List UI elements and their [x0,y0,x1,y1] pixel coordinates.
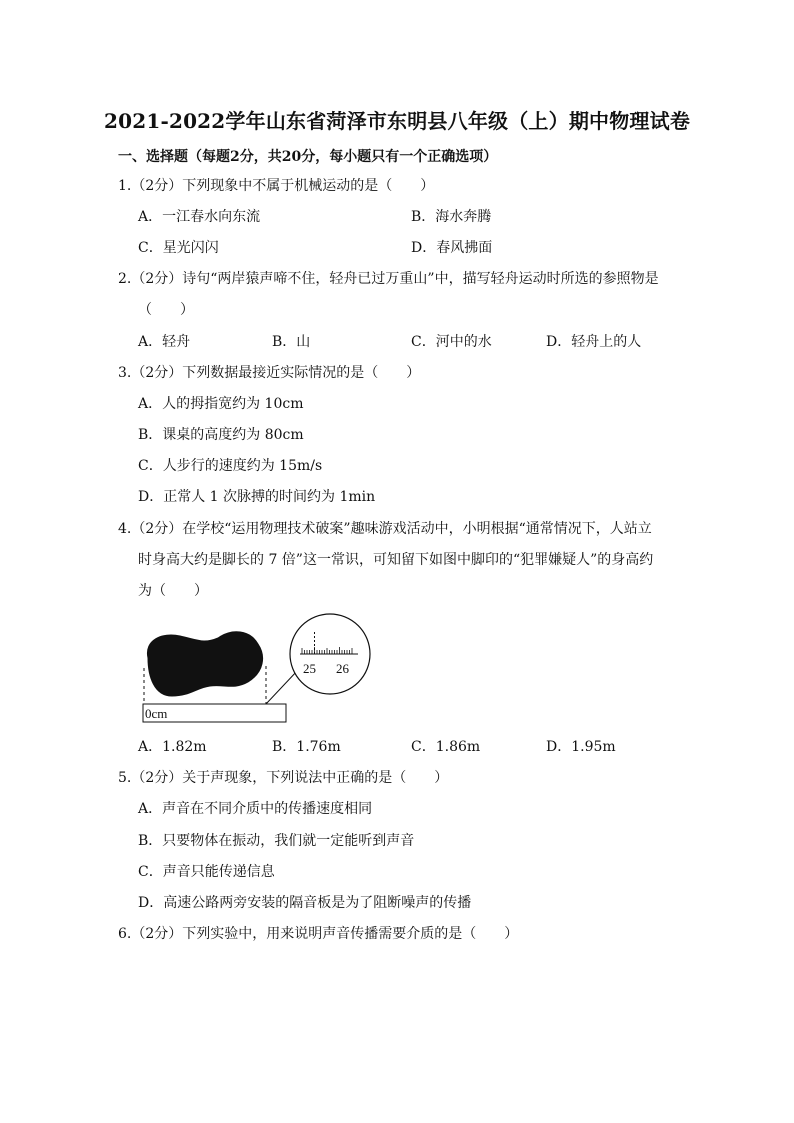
question-5-stem: 5.（2分）关于声现象，下列说法中正确的是（ ） [118,770,449,786]
question-1-option-a: A．一江春水向东流 [138,209,261,225]
zoom-connector [266,670,298,704]
question-3-option-b: B．课桌的高度约为 80cm [138,427,304,443]
question-3-option-a: A．人的拇指宽约为 10cm [138,396,304,412]
exam-title: 2021-2022学年山东省菏泽市东明县八年级（上）期中物理试卷 [103,109,691,133]
question-4-stem-line3: 为（ ） [138,583,208,599]
footprint-ruler-diagram [140,610,390,728]
question-4-stem-line2: 时身高大约是脚长的 7 倍”这一常识，可知留下如图中脚印的“犯罪嫌疑人”的身高约 [138,552,654,568]
question-2-option-a: A．轻舟 [138,334,191,350]
question-4-option-b: B．1.76m [272,739,341,755]
question-4-stem-line1: 4.（2分）在学校“运用物理技术破案”趣味游戏活动中，小明根据“通常情况下，人站立 [118,521,652,537]
question-1-option-b: B．海水奔腾 [411,209,492,225]
footprint-figure [140,610,390,728]
footprint-shape [147,632,262,696]
question-3-option-c: C．人步行的速度约为 15m/s [138,458,323,474]
question-2-stem-line2: （ ） [138,302,194,318]
question-5-option-a: A．声音在不同介质中的传播速度相同 [138,801,373,817]
question-3-stem: 3.（2分）下列数据最接近实际情况的是（ ） [118,365,421,381]
question-4-option-a: A．1.82m [138,739,207,755]
question-2-option-c: C．河中的水 [411,334,492,350]
question-5-option-d: D．高速公路两旁安装的隔音板是为了阻断噪声的传播 [138,895,472,911]
question-5-option-c: C．声音只能传递信息 [138,864,275,880]
question-6-stem: 6.（2分）下列实验中，用来说明声音传播需要介质的是（ ） [118,926,519,942]
question-4-option-d: D．1.95m [546,739,616,755]
section-heading: 一、选择题（每题2分，共20分，每小题只有一个正确选项） [118,149,498,165]
question-2-option-b: B．山 [272,334,311,350]
question-1-stem: 1.（2分）下列现象中不属于机械运动的是（ ） [118,178,435,194]
question-2-stem-line1: 2.（2分）诗句“两岸猿声啼不住，轻舟已过万重山”中，描写轻舟运动时所选的参照物是 [118,271,659,287]
question-2-option-d: D．轻舟上的人 [546,334,642,350]
question-3-option-d: D．正常人 1 次脉搏的时间约为 1min [138,489,376,505]
magnified-label-25: 25 [303,661,316,676]
ruler-label: 0cm [145,706,168,721]
question-1-option-c: C．星光闪闪 [138,240,219,256]
question-4-option-c: C．1.86m [411,739,481,755]
question-5-option-b: B．只要物体在振动，我们就一定能听到声音 [138,833,415,849]
magnified-label-26: 26 [336,661,349,676]
question-1-option-d: D．春风拂面 [411,240,493,256]
